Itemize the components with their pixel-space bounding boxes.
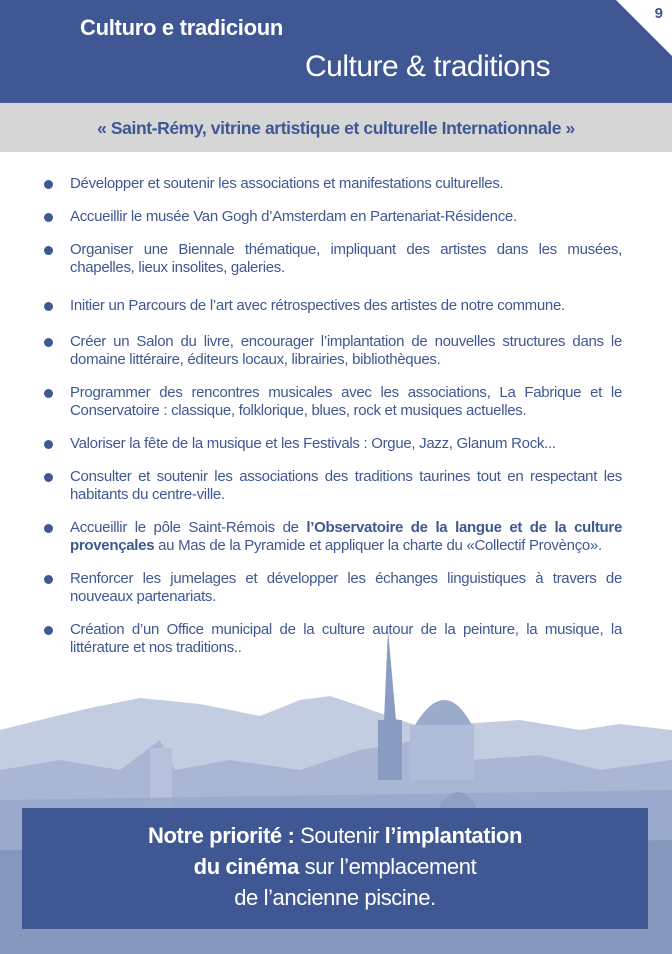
bullet-icon xyxy=(44,338,53,347)
list-item-text: Programmer des rencontres musicales avec les associations, La Fabrique et le Conservatoire : classique, folklorique, blues, rock et musiques actuelles. xyxy=(70,384,622,419)
list-item xyxy=(40,297,622,315)
list-item-text: Initier un Parcours de l’art avec rétrospectives des artistes de notre commune. xyxy=(70,297,565,314)
priority-bold-1: l’implantation xyxy=(384,823,522,848)
list-item-text: Organiser une Biennale thématique, impliquant des artistes dans les musées, chapelles, lieux insolites, galeries. xyxy=(70,241,622,276)
bullet-icon xyxy=(44,389,53,398)
priority-box xyxy=(22,808,648,929)
subtitle-band xyxy=(0,103,672,152)
subtitle: « Saint-Rémy, vitrine artistique et culturelle Internationnale » xyxy=(97,118,575,138)
list-item-text-bold: l’Observatoire de la langue et de la culture provençales xyxy=(70,519,622,554)
priority-text-2: sur l’emplacement xyxy=(298,854,477,879)
list-item-text: Renforcer les jumelages et développer les échanges linguistiques à travers de nouveaux partenariats. xyxy=(70,570,622,605)
bullet-icon xyxy=(44,246,53,255)
page-corner xyxy=(616,0,672,56)
list-item-text-pre: Accueillir le pôle Saint-Rémois de xyxy=(70,519,307,536)
priority-text-3: de l’ancienne piscine. xyxy=(234,885,436,910)
list-item xyxy=(40,175,622,193)
list-item xyxy=(40,435,622,453)
title-french: Culture & traditions xyxy=(305,50,551,83)
list-item-text: Créer un Salon du livre, encourager l’implantation de nouvelles structures dans le domaine littéraire, éditeurs locaux, librairies, bibliothèques. xyxy=(70,333,622,368)
page-header xyxy=(0,0,672,103)
bullet-icon xyxy=(44,302,53,311)
page-number: 9 xyxy=(654,5,663,22)
list-item xyxy=(40,333,622,369)
bullet-icon xyxy=(44,473,53,482)
list-item xyxy=(40,241,622,277)
list-item xyxy=(40,208,622,226)
list-item-text: Consulter et soutenir les associations des traditions taurines tout en respectant les habitants du centre-ville. xyxy=(70,468,622,503)
bullet-icon xyxy=(44,524,53,533)
list-item xyxy=(40,468,622,504)
list-item-text: Développer et soutenir les associations et manifestations culturelles. xyxy=(70,175,504,192)
bullet-icon xyxy=(44,213,53,222)
list-item-text: Accueillir le musée Van Gogh d’Amsterdam en Partenariat-Résidence. xyxy=(70,208,517,225)
bullet-icon xyxy=(44,440,53,449)
priority-label: Notre priorité : xyxy=(148,823,295,848)
title-provencal: Culturo e tradicioun xyxy=(80,15,284,40)
bullet-icon xyxy=(44,180,53,189)
list-item-text: Création d’un Office municipal de la culture autour de la peinture, la musique, la littérature et nos traditions.. xyxy=(70,621,622,656)
list-item xyxy=(40,570,622,606)
list-item xyxy=(40,519,622,555)
bullet-list xyxy=(40,175,622,657)
priority-text-1: Soutenir xyxy=(294,823,385,848)
priority-bold-2: du cinéma xyxy=(193,854,299,879)
list-item xyxy=(40,621,622,657)
list-item xyxy=(40,384,622,420)
bullet-icon xyxy=(44,626,53,635)
list-item-text-post: au Mas de la Pyramide et appliquer la charte du «Collectif Provènço». xyxy=(154,537,602,554)
list-item-text: Valoriser la fête de la musique et les Festivals : Orgue, Jazz, Glanum Rock... xyxy=(70,435,556,452)
bullet-icon xyxy=(44,575,53,584)
